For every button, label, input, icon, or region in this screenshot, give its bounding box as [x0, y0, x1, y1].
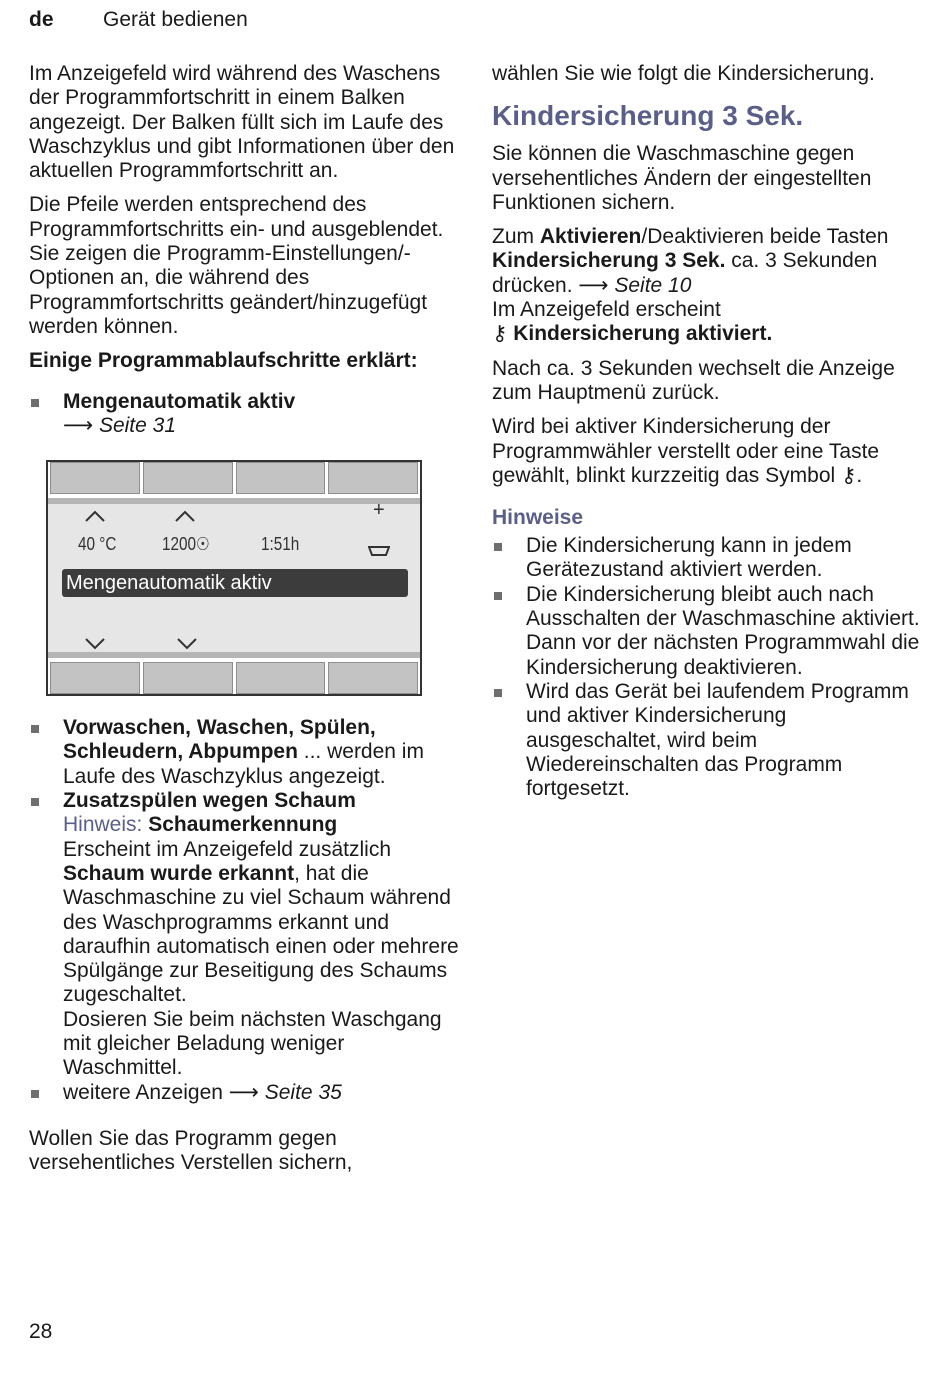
left-column — [29, 62, 459, 1186]
key-icon: ⚷ — [492, 322, 508, 346]
chevron-up-icon — [84, 504, 106, 528]
paragraph: wählen Sie wie folgt die Kindersicherung. — [492, 62, 875, 85]
list-item: Mengenautomatik aktiv ⟶ Seite 31 — [29, 390, 459, 439]
list-item: Vorwaschen, Waschen, Spülen, Schleudern, Abpumpen ... werden im Laufe des Waschzyklus angezeigt. — [29, 716, 459, 789]
section-title: Gerät bedienen — [103, 8, 248, 31]
key — [328, 662, 418, 694]
paragraph: Im Anzeigefeld wird während des Waschens der Programmfortschritt in einem Balken angezeigt. Der Balken füllt sich im Laufe des Waschzyklus und gibt Informationen über den aktuellen Programmfortschritt an. — [29, 62, 455, 183]
page-reference[interactable]: Seite 35 — [264, 1080, 342, 1104]
paragraph: Wird bei aktiver Kindersicherung der Programmwähler verstellt oder eine Taste gewählt, blinkt kurzzeitig das Symbol ⚷. — [492, 415, 880, 487]
key — [143, 462, 233, 494]
key — [236, 462, 326, 494]
paragraph: Zum Aktivieren/Deaktivieren beide Tasten Kindersicherung 3 Sek. ca. 3 Sekunden drücken. ⟶ Seite 10 Im Anzeigefeld erscheint ⚷ Kindersicherung aktiviert. — [492, 225, 889, 346]
page-reference[interactable]: Seite 10 — [614, 273, 692, 297]
list-item: weitere Anzeigen ⟶ Seite 35 — [29, 1081, 459, 1105]
right-column — [492, 62, 922, 801]
time-value: 1:51h — [261, 534, 300, 555]
plus-icon: + — [373, 499, 385, 522]
bullet-icon — [31, 399, 39, 407]
step-list — [29, 390, 459, 439]
bullet-icon — [494, 543, 502, 551]
page-number: 28 — [29, 1320, 53, 1343]
key — [50, 462, 140, 494]
key — [236, 662, 326, 694]
notes-list — [492, 534, 922, 801]
language-tag: de — [29, 8, 54, 31]
message-bar: Mengenautomatik aktiv — [62, 569, 408, 597]
list-item: Die Kindersicherung bleibt auch nach Ausschalten der Waschmaschine aktiviert. Dann vor der nächsten Programmwahl die Kindersicherung deaktivieren. — [492, 583, 922, 680]
chevron-down-icon — [176, 632, 198, 656]
hint-label: Hinweis: — [63, 813, 143, 837]
list-item: Wird das Gerät bei laufendem Programm und aktiver Kindersicherung ausgeschaltet, wird beim Wiedereinschalten das Programm fortgesetzt. — [492, 680, 922, 801]
bullet-icon — [494, 689, 502, 697]
bullet-icon — [494, 592, 502, 600]
bullet-icon — [31, 725, 39, 733]
arrow-right-icon: ⟶ — [228, 1080, 259, 1104]
temperature-value: 40 °C — [78, 534, 117, 555]
spin-icon: ☉ — [196, 534, 210, 555]
key — [328, 462, 418, 494]
list-item: Die Kindersicherung kann in jedem Gerätezustand aktiviert werden. — [492, 534, 922, 583]
arrow-right-icon: ⟶ — [578, 273, 609, 297]
list-item: Zusatzspülen wegen Schaum Hinweis: Schaumerkennung Erscheint im Anzeigefeld zusätzlich Schaum wurde erkannt, hat die Waschmaschine zu viel Schaum während des Waschprogramms erkannt und daraufhin automatisch einen oder mehrere Spülgänge zur Beseitigung des Schaums zugeschaltet. Dosieren Sie beim nächsten Waschgang mit gleicher Beladung weniger Waschmittel. — [29, 789, 459, 1081]
key-row-bottom — [48, 662, 420, 694]
chevron-up-icon — [174, 504, 196, 528]
paragraph: Nach ca. 3 Sekunden wechselt die Anzeige zum Hauptmenü zurück. — [492, 356, 895, 404]
key-row-top — [48, 462, 420, 494]
key — [143, 662, 233, 694]
paragraph: Wollen Sie das Programm gegen versehentliches Verstellen sichern, — [29, 1126, 353, 1175]
step-list — [29, 716, 459, 1105]
key-icon: ⚷ — [841, 463, 857, 487]
key — [50, 662, 140, 694]
page-reference[interactable]: Seite 31 — [98, 413, 177, 437]
subheading: Einige Programmablaufschritte erklärt: — [29, 349, 418, 373]
notes-heading: Hinweise — [492, 506, 584, 530]
display-screen — [48, 498, 420, 658]
section-heading: Kindersicherung 3 Sek. — [492, 100, 804, 132]
arrow-right-icon: ⟶ — [63, 413, 94, 437]
spin-value: 1200☉ — [162, 534, 210, 555]
bullet-icon — [31, 798, 39, 806]
bullet-icon — [31, 1090, 39, 1098]
detergent-tray-icon — [368, 538, 390, 562]
paragraph: Sie können die Waschmaschine gegen versehentliches Ändern der eingestellten Funktionen sichern. — [492, 142, 872, 214]
paragraph: Die Pfeile werden entsprechend des Programmfortschritts ein- und ausgeblendet. Sie zeigen die Programm-Einstellungen/-Optionen an, die während des Programmfortschritts geändert/hinzugefügt werden können. — [29, 193, 444, 338]
display-illustration — [46, 460, 422, 696]
page-header — [29, 8, 248, 32]
chevron-down-icon — [84, 632, 106, 656]
